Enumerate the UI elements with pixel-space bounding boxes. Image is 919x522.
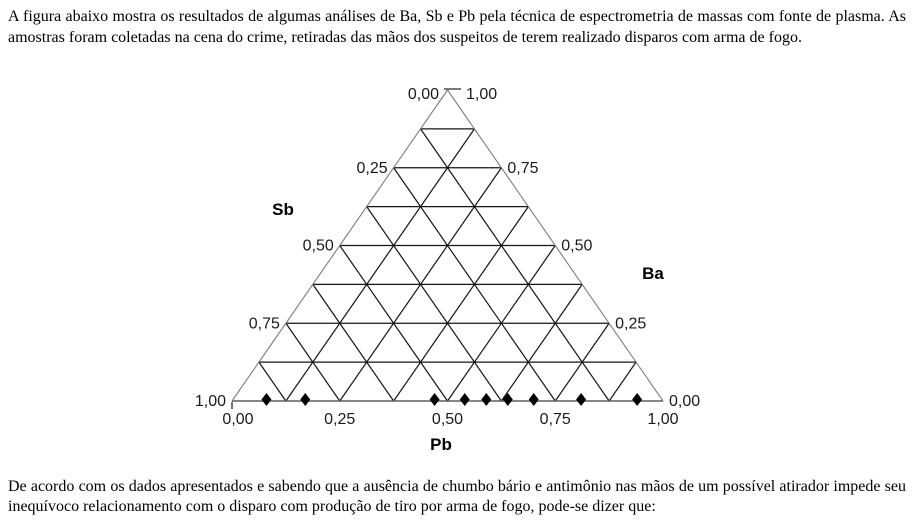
bottom-axis-tick-label: 0,00: [222, 411, 254, 428]
data-point-diamond: [481, 393, 491, 406]
right-axis-tick-label: 0,75: [507, 159, 539, 177]
data-point-diamond: [261, 393, 271, 406]
right-axis-tick-label: 0,00: [669, 393, 701, 410]
left-axis-tick-label: 0,00: [407, 86, 439, 103]
data-point-diamond: [576, 393, 586, 406]
left-axis-tick-label: 0,25: [356, 159, 388, 177]
bottom-axis-tick-label: 0,75: [539, 411, 571, 428]
left-axis-name-sb: Sb: [272, 200, 294, 219]
data-point-diamond: [460, 393, 470, 406]
grid-line-parallel-left: [501, 284, 582, 401]
bottom-axis-tick-label: 1,00: [647, 411, 679, 428]
bottom-axis-name-pb: Pb: [430, 435, 452, 454]
grid-line-parallel-right: [367, 207, 502, 401]
data-point-diamond: [632, 393, 642, 406]
intro-paragraph: A figura abaixo mostra os resultados de algumas análises de Ba, Sb e Pb pela técnica de espectrometria de massas com fonte de plasma. As amostras foram coletadas na cena do crime, retiradas das mãos dos suspeitos de terem realizado disparos com arma de fogo.: [8, 8, 906, 46]
left-axis-tick-label: 0,75: [248, 315, 280, 333]
grid-line-parallel-right: [313, 284, 394, 401]
data-point-diamond: [503, 393, 513, 406]
left-axis-tick-label: 1,00: [194, 393, 226, 410]
data-point-diamond: [300, 393, 310, 406]
data-point-diamond: [430, 393, 440, 406]
bottom-axis-tick-label: 0,50: [431, 411, 464, 428]
grid-line-parallel-right: [259, 362, 286, 401]
data-point-diamond: [529, 393, 539, 406]
right-axis-name-ba: Ba: [642, 264, 664, 283]
bottom-axis-tick-label: 0,25: [324, 411, 356, 428]
grid-line-parallel-left: [609, 362, 636, 401]
right-axis-tick-label: 0,25: [615, 315, 647, 333]
right-axis-tick-label: 0,50: [561, 237, 593, 255]
left-axis-tick-label: 0,50: [302, 237, 334, 255]
grid-line-parallel-left: [394, 207, 529, 401]
question-paragraph: De acordo com os dados apresentados e sabendo que a ausência de chumbo bário e antimônio nas mãos de um possível atirador impede seu inequívoco relacionamento com o disparo com produção de tiro por arma de fogo, pode-se dizer que:: [8, 478, 906, 515]
right-axis-tick-label: 1,00: [466, 86, 498, 103]
